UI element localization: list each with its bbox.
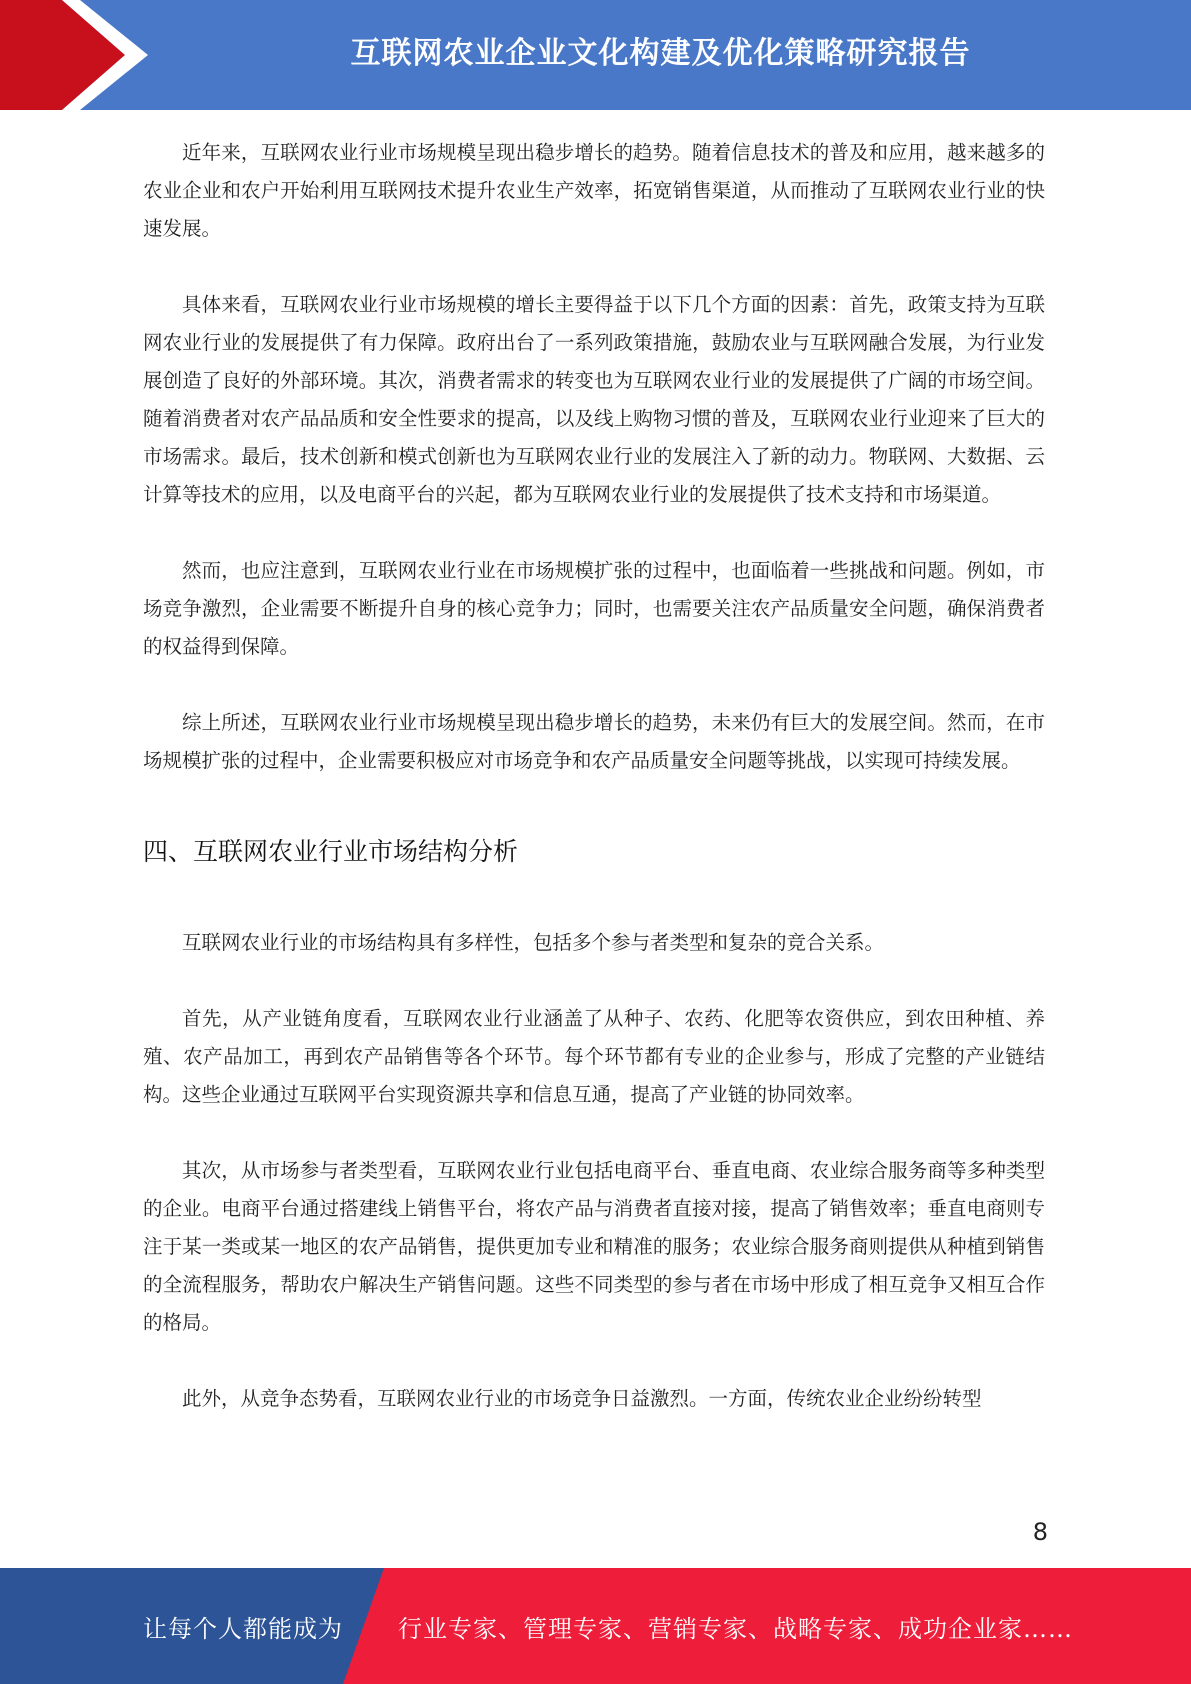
paragraph: 综上所述，互联网农业行业市场规模呈现出稳步增长的趋势，未来仍有巨大的发展空间。然而，在市场规模扩张的过程中，企业需要积极应对市场竞争和农产品质量安全问题等挑战，以实现可持续发展。: [143, 711, 1045, 772]
footer-slogan-right: 行业专家、管理专家、营销专家、战略专家、成功企业家……: [398, 1614, 1073, 1643]
document-title: 互联网农业企业文化构建及优化策略研究报告: [350, 36, 971, 71]
page-number: 8: [1032, 1518, 1048, 1546]
paragraph: 近年来，互联网农业行业市场规模呈现出稳步增长的趋势。随着信息技术的普及和应用，越来越多的农业企业和农户开始利用互联网技术提升农业生产效率，拓宽销售渠道，从而推动了互联网农业行业的快速发展。: [143, 141, 1045, 240]
page-content: [143, 134, 1045, 1418]
header-arrow-decoration: [0, 0, 150, 110]
page-header: [0, 0, 1191, 110]
paragraph: 其次，从市场参与者类型看，互联网农业行业包括电商平台、垂直电商、农业综合服务商等多种类型的企业。电商平台通过搭建线上销售平台，将农产品与消费者直接对接，提高了销售效率；垂直电商则专注于某一类或某一地区的农产品销售，提供更加专业和精准的服务；农业综合服务商则提供从种植到销售的全流程服务，帮助农户解决生产销售问题。这些不同类型的参与者在市场中形成了相互竞争又相互合作的格局。: [143, 1159, 1045, 1334]
paragraph: 此外，从竞争态势看，互联网农业行业的市场竞争日益激烈。一方面，传统农业企业纷纷转型: [182, 1387, 982, 1410]
paragraph: 首先，从产业链角度看，互联网农业行业涵盖了从种子、农药、化肥等农资供应，到农田种植、养殖、农产品加工，再到农产品销售等各个环节。每个环节都有专业的企业参与，形成了完整的产业链结构。这些企业通过互联网平台实现资源共享和信息互通，提高了产业链的协同效率。: [143, 1007, 1045, 1106]
page-footer: [0, 1568, 1191, 1684]
section-heading: 四、互联网农业行业市场结构分析: [143, 837, 519, 866]
paragraph: 然而，也应注意到，互联网农业行业在市场规模扩张的过程中，也面临着一些挑战和问题。例如，市场竞争激烈，企业需要不断提升自身的核心竞争力；同时，也需要关注农产品质量安全问题，确保消费者的权益得到保障。: [143, 559, 1045, 658]
paragraph: 互联网农业行业的市场结构具有多样性，包括多个参与者类型和复杂的竞合关系。: [182, 931, 885, 954]
footer-slogan-left: 让每个人都能成为: [143, 1614, 343, 1643]
paragraph: 具体来看，互联网农业行业市场规模的增长主要得益于以下几个方面的因素：首先，政策支持为互联网农业行业的发展提供了有力保障。政府出台了一系列政策措施，鼓励农业与互联网融合发展，为行业发展创造了良好的外部环境。其次，消费者需求的转变也为互联网农业行业的发展提供了广阔的市场空间。随着消费者对农产品品质和安全性要求的提高，以及线上购物习惯的普及，互联网农业行业迎来了巨大的市场需求。最后，技术创新和模式创新也为互联网农业行业的发展注入了新的动力。物联网、大数据、云计算等技术的应用，以及电商平台的兴起，都为互联网农业行业的发展提供了技术支持和市场渠道。: [143, 293, 1045, 506]
